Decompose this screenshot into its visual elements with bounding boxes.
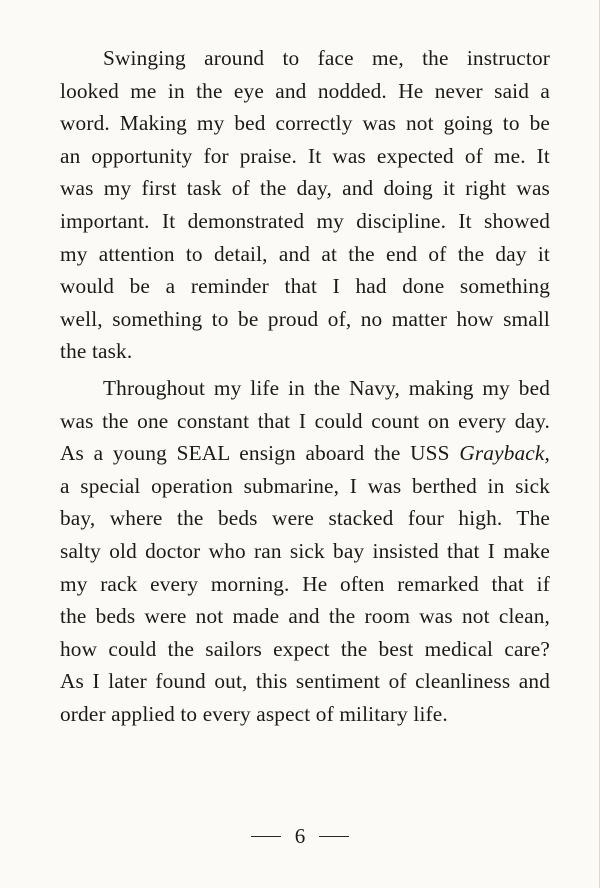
paragraph bbox=[60, 372, 550, 731]
page-footer bbox=[0, 820, 600, 852]
text-run: how could the sailors expect the best medical care? bbox=[60, 636, 550, 661]
text-line bbox=[60, 140, 550, 173]
page-number: 6 bbox=[294, 823, 306, 848]
footer-rule-left bbox=[251, 836, 281, 837]
text-run: word. Making my bed correctly was not going to be bbox=[60, 111, 550, 136]
text-line bbox=[60, 42, 550, 75]
text-line bbox=[60, 502, 550, 535]
text-line bbox=[60, 172, 550, 205]
footer-rule-right bbox=[319, 836, 349, 837]
text-run: would be a reminder that I had done something bbox=[60, 274, 550, 299]
text-run: the task. bbox=[60, 339, 133, 364]
text-run: my rack every morning. He often remarked that if bbox=[60, 571, 550, 596]
text-run: As a young SEAL ensign aboard the USS bbox=[60, 441, 460, 466]
text-run: important. It demonstrated my discipline. It showed bbox=[60, 208, 550, 233]
text-run: , bbox=[544, 441, 550, 466]
text-line bbox=[60, 665, 550, 698]
text-run: the beds were not made and the room was not clean, bbox=[60, 604, 550, 629]
text-line bbox=[60, 698, 550, 731]
text-line bbox=[60, 238, 550, 271]
text-run: my attention to detail, and at the end of the day it bbox=[60, 241, 550, 266]
text-run: order applied to every aspect of military life. bbox=[60, 701, 448, 726]
text-run: Swinging around to face me, the instructor bbox=[103, 46, 550, 70]
text-line bbox=[60, 303, 550, 336]
text-run: salty old doctor who ran sick bay insisted that I make bbox=[60, 538, 550, 563]
text-run: bay, where the beds were stacked four high. The bbox=[60, 506, 550, 531]
text-line bbox=[60, 405, 550, 438]
text-line bbox=[60, 568, 550, 601]
text-line bbox=[60, 335, 550, 368]
text-run: a special operation submarine, I was berthed in sick bbox=[60, 473, 550, 498]
text-line bbox=[60, 470, 550, 503]
text-run: well, something to be proud of, no matter how small bbox=[60, 306, 550, 331]
text-line bbox=[60, 633, 550, 666]
body-text bbox=[60, 42, 550, 730]
text-line bbox=[60, 437, 550, 470]
text-line bbox=[60, 75, 550, 108]
text-run: Throughout my life in the Navy, making my bed bbox=[103, 375, 550, 400]
paragraph bbox=[60, 42, 550, 368]
text-run: an opportunity for praise. It was expected of me. It bbox=[60, 143, 550, 168]
text-line bbox=[60, 270, 550, 303]
text-run: As I later found out, this sentiment of cleanliness and bbox=[60, 669, 550, 694]
text-line bbox=[60, 600, 550, 633]
text-line bbox=[60, 372, 550, 405]
text-line bbox=[60, 535, 550, 568]
text-line bbox=[60, 205, 550, 238]
text-run: was my first task of the day, and doing it right was bbox=[60, 176, 550, 201]
text-line bbox=[60, 107, 550, 140]
text-run: looked me in the eye and nodded. He never said a bbox=[60, 78, 550, 103]
text-run: was the one constant that I could count on every day. bbox=[60, 408, 550, 433]
italic-text: Grayback bbox=[459, 441, 545, 466]
